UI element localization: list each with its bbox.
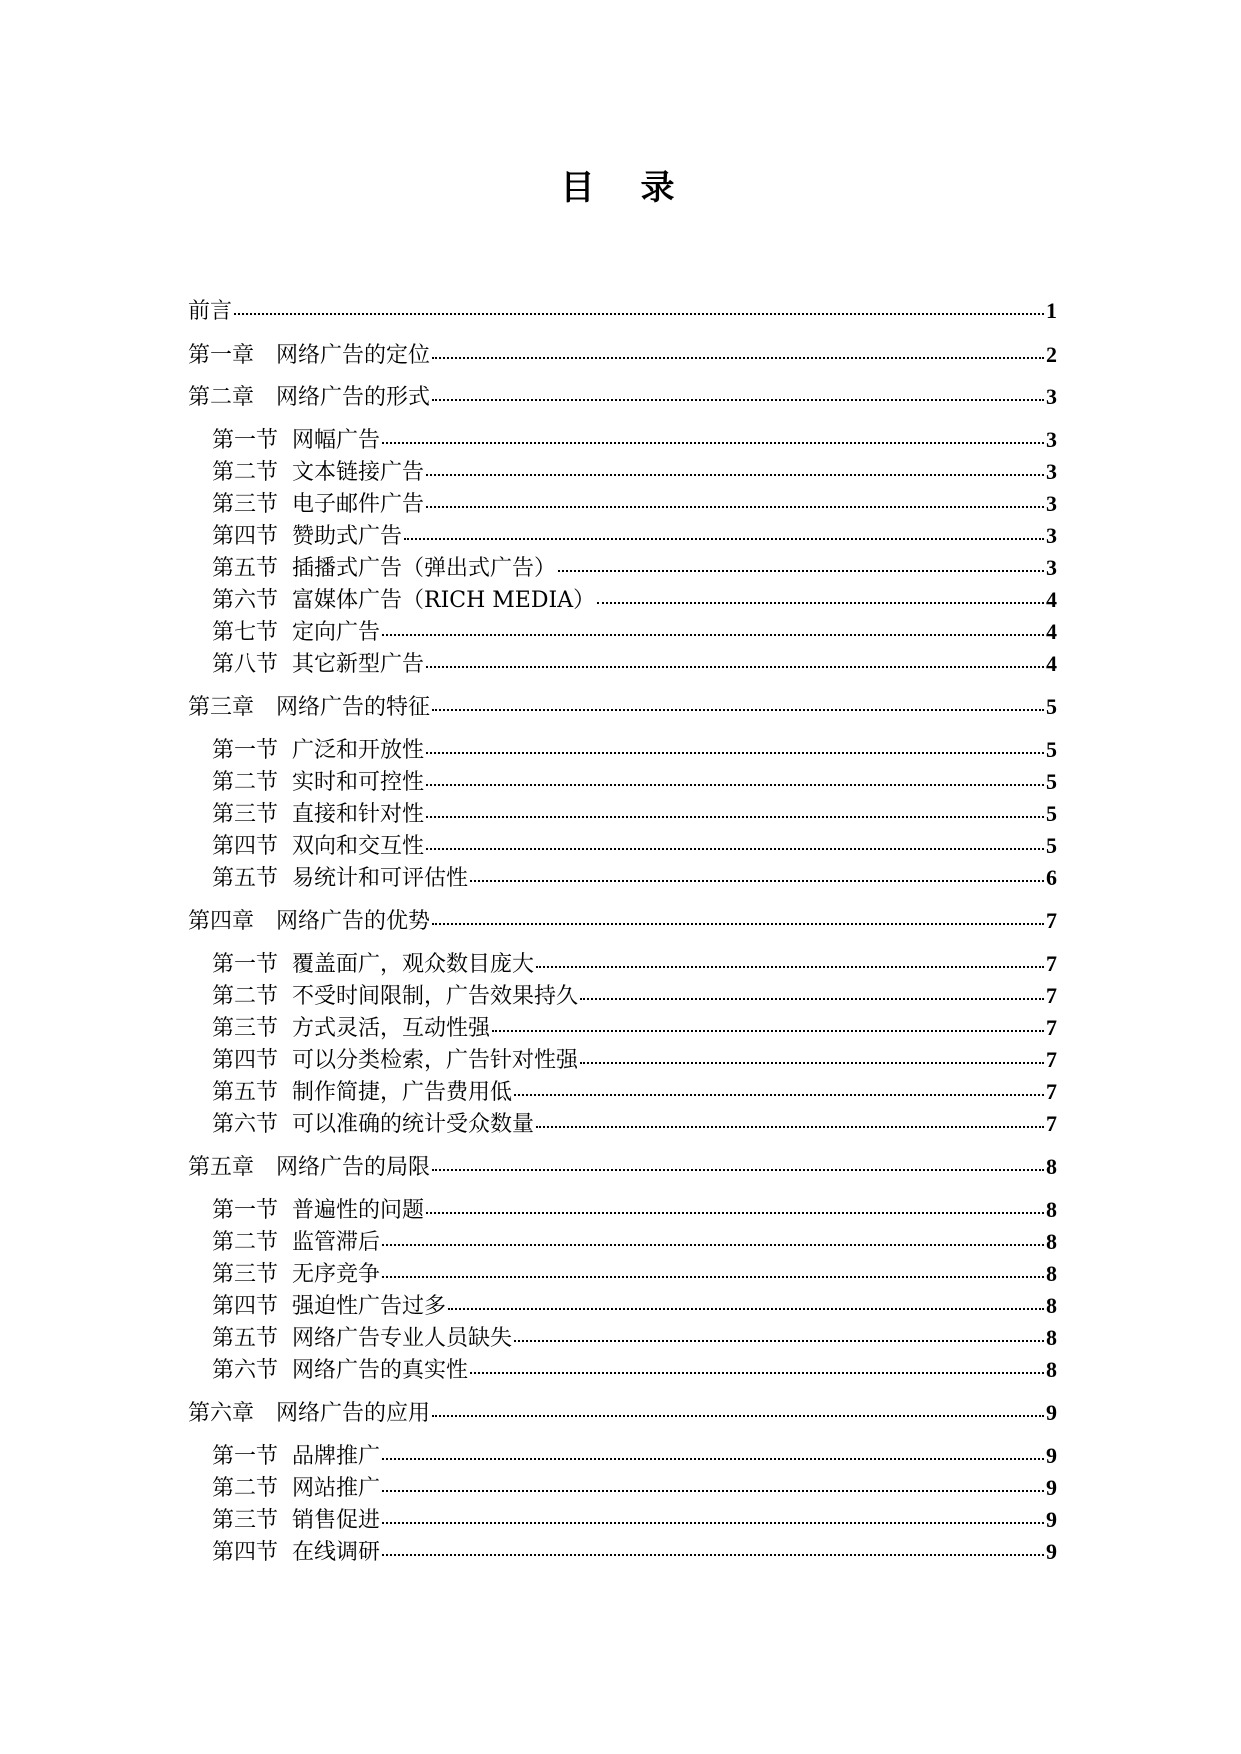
toc-entry-number: 第四节 [212, 1294, 279, 1319]
toc-entry-label [212, 800, 424, 830]
toc-section-entry[interactable] [212, 1259, 1057, 1289]
toc-entry-text: 广泛和开放性 [292, 738, 425, 763]
toc-entry-page: 3 [1046, 459, 1057, 484]
toc-entry-page: 3 [1046, 427, 1057, 452]
toc-entry-text: 网络广告的局限 [276, 1155, 431, 1180]
dot-leader [234, 293, 1044, 315]
dot-leader [404, 518, 1044, 540]
toc-entry-text: 普遍性的问题 [292, 1198, 425, 1223]
toc-entry-label [212, 1356, 468, 1386]
dot-leader [432, 1149, 1044, 1171]
toc-entry-text: 制作简捷，广告费用低 [292, 1080, 513, 1105]
dot-leader [470, 1352, 1044, 1374]
dot-leader [432, 337, 1044, 359]
toc-entry-number: 第一节 [212, 738, 279, 763]
toc-entry-page: 7 [1046, 908, 1057, 933]
toc-entry-number: 第七节 [212, 620, 279, 645]
toc-entry-number: 第一章 [188, 343, 255, 368]
dot-leader [470, 860, 1044, 882]
toc-entry-page: 5 [1046, 801, 1057, 826]
toc-entry-label [212, 490, 424, 520]
toc-entry-number: 第四节 [212, 1048, 279, 1073]
toc-entry-number: 第三章 [188, 695, 255, 720]
toc-entry-page: 8 [1046, 1154, 1057, 1179]
dot-leader [536, 946, 1044, 968]
toc-entry-number: 第二节 [212, 984, 279, 1009]
toc-chapter-entry[interactable] [188, 906, 1057, 936]
toc-entry-number: 第一节 [212, 952, 279, 977]
toc-entry-text: 网络广告的定位 [276, 343, 431, 368]
toc-section-entry[interactable] [212, 1323, 1057, 1353]
toc-entry-label [188, 1153, 430, 1183]
dot-leader [426, 796, 1044, 818]
toc-entry-text: 网站推广 [292, 1476, 381, 1501]
toc-section-entry[interactable] [212, 1537, 1057, 1567]
toc-entry-text: 网幅广告 [292, 428, 381, 453]
toc-entry-page: 4 [1046, 651, 1057, 676]
toc-entry-text: 方式灵活，互动性强 [292, 1016, 491, 1041]
toc-entry-number: 第八节 [212, 652, 279, 677]
toc-section-entry[interactable] [212, 1473, 1057, 1503]
dot-leader [426, 454, 1044, 476]
dot-leader [382, 1502, 1044, 1524]
dot-leader [382, 422, 1044, 444]
toc-chapter-entry[interactable] [188, 382, 1057, 412]
toc-entry-text: 其它新型广告 [292, 652, 425, 677]
toc-entry-text: 网络广告的应用 [276, 1401, 431, 1426]
toc-entry-page: 8 [1046, 1357, 1057, 1382]
toc-entry-number: 第五节 [212, 866, 279, 891]
dot-leader [514, 1320, 1044, 1342]
toc-section-entry[interactable] [212, 1355, 1057, 1385]
dot-leader [432, 1395, 1044, 1417]
toc-entry-text: 实时和可控性 [292, 770, 425, 795]
toc-entry-label [212, 1014, 490, 1044]
dot-leader [382, 1470, 1044, 1492]
dot-leader [426, 732, 1044, 754]
toc-entry-number: 第三节 [212, 1508, 279, 1533]
toc-entry-page: 3 [1046, 555, 1057, 580]
toc-entry-number: 第四章 [188, 909, 255, 934]
toc-entry-text: 网络广告的优势 [276, 909, 431, 934]
toc-chapter-entry[interactable] [188, 1152, 1057, 1182]
toc-entry-number: 第二节 [212, 1230, 279, 1255]
toc-entry-page: 7 [1046, 1079, 1057, 1104]
toc-entry-number: 第六节 [212, 588, 279, 613]
toc-section-entry[interactable] [212, 735, 1057, 765]
toc-section-entry[interactable] [212, 1195, 1057, 1225]
toc-entry-number: 第六节 [212, 1358, 279, 1383]
toc-entry-page: 8 [1046, 1197, 1057, 1222]
toc-entry-text: 强迫性广告过多 [292, 1294, 447, 1319]
toc-chapter-entry[interactable] [188, 340, 1057, 370]
toc-entry-page: 7 [1046, 1015, 1057, 1040]
toc-entry-label [212, 1292, 446, 1322]
toc-section-entry[interactable] [212, 949, 1057, 979]
toc-section-entry[interactable] [212, 1291, 1057, 1321]
dot-leader [426, 646, 1044, 668]
toc-entry-label [212, 1260, 380, 1290]
toc-entry-text: 覆盖面广，观众数目庞大 [292, 952, 535, 977]
toc-entry-label [212, 458, 424, 488]
toc-entry-label [212, 426, 380, 456]
toc-entry-page: 5 [1046, 694, 1057, 719]
toc-entry-page: 4 [1046, 587, 1057, 612]
toc-entry-text: 在线调研 [292, 1540, 381, 1565]
toc-entry-label [212, 1046, 578, 1076]
toc-entry-text: 赞助式广告 [292, 524, 403, 549]
toc-entry-label [188, 1399, 430, 1429]
toc-title-char-2: 录 [640, 168, 681, 208]
toc-section-entry[interactable] [212, 863, 1057, 893]
toc-entry-number: 第四节 [212, 1540, 279, 1565]
toc-entry-page: 5 [1046, 769, 1057, 794]
toc-entry-text: 无序竞争 [292, 1262, 381, 1287]
toc-title [0, 160, 1241, 209]
toc-section-entry[interactable] [212, 457, 1057, 487]
dot-leader [426, 486, 1044, 508]
toc-entry-number: 第三节 [212, 492, 279, 517]
dot-leader [558, 550, 1044, 572]
toc-entry-page: 9 [1046, 1539, 1057, 1564]
toc-entry-label [212, 554, 556, 584]
toc-entry-page: 8 [1046, 1261, 1057, 1286]
toc-entry-label [188, 383, 430, 413]
toc-section-entry[interactable] [212, 489, 1057, 519]
toc-entry-number: 第二节 [212, 1476, 279, 1501]
dot-leader [426, 1192, 1044, 1214]
toc-entry-page: 5 [1046, 737, 1057, 762]
toc-entry-page: 1 [1046, 298, 1057, 323]
toc-entry-text: 双向和交互性 [292, 834, 425, 859]
toc-entry-page: 7 [1046, 983, 1057, 1008]
toc-section-entry[interactable] [212, 1045, 1057, 1075]
toc-entry-number: 第二节 [212, 460, 279, 485]
toc-section-entry[interactable] [212, 1077, 1057, 1107]
toc-entry-label [212, 1506, 380, 1536]
toc-section-entry[interactable] [212, 1505, 1057, 1535]
dot-leader [382, 614, 1044, 636]
toc-entry-number: 第三节 [212, 1262, 279, 1287]
dot-leader [448, 1288, 1044, 1310]
toc-entry-number: 第四节 [212, 834, 279, 859]
toc-section-entry[interactable] [212, 1227, 1057, 1257]
toc-entry-text: 销售促进 [292, 1508, 381, 1533]
toc-section-entry[interactable] [212, 767, 1057, 797]
dot-leader [382, 1256, 1044, 1278]
dot-leader [580, 978, 1044, 1000]
toc-entry-text: 不受时间限制，广告效果持久 [292, 984, 579, 1009]
toc-entry-page: 8 [1046, 1293, 1057, 1318]
toc-entry-text: 定向广告 [292, 620, 381, 645]
toc-entry-number: 第六节 [212, 1112, 279, 1137]
toc-entry-page: 7 [1046, 1111, 1057, 1136]
toc-entry-text: 插播式广告（弹出式广告） [292, 556, 557, 581]
dot-leader [597, 582, 1044, 604]
toc-section-entry[interactable] [212, 585, 1057, 615]
toc-entry-text: 前言 [188, 299, 233, 324]
dot-leader [536, 1106, 1044, 1128]
toc-chapter-entry[interactable] [188, 296, 1057, 326]
toc-entry-text: 可以分类检索，广告针对性强 [292, 1048, 579, 1073]
toc-entry-number: 第五章 [188, 1155, 255, 1180]
dot-leader [382, 1224, 1044, 1246]
toc-entry-page: 3 [1046, 491, 1057, 516]
toc-entry-text: 电子邮件广告 [292, 492, 425, 517]
toc-section-entry[interactable] [212, 617, 1057, 647]
toc-entry-page: 6 [1046, 865, 1057, 890]
toc-entry-label [212, 1324, 512, 1354]
toc-section-entry[interactable] [212, 425, 1057, 455]
toc-entry-label [188, 907, 430, 937]
toc-entry-label [212, 650, 424, 680]
toc-entry-text: 品牌推广 [292, 1444, 381, 1469]
toc-entry-number: 第五节 [212, 556, 279, 581]
toc-entry-text: 监管滞后 [292, 1230, 381, 1255]
toc-entry-number: 第二章 [188, 385, 255, 410]
toc-entry-label [212, 1474, 380, 1504]
toc-entry-label [188, 341, 430, 371]
toc-entry-text: 文本链接广告 [292, 460, 425, 485]
toc-entry-label [188, 297, 232, 327]
toc-entry-text: 富媒体广告（RICH MEDIA） [292, 588, 596, 613]
toc-entry-number: 第三节 [212, 802, 279, 827]
toc-entry-label [212, 736, 424, 766]
toc-entry-number: 第六章 [188, 1401, 255, 1426]
toc-entry-page: 9 [1046, 1443, 1057, 1468]
toc-entry-label [212, 522, 402, 552]
toc-chapter-entry[interactable] [188, 692, 1057, 722]
toc-section-entry[interactable] [212, 1441, 1057, 1471]
toc-entry-label [212, 1110, 534, 1140]
toc-entry-text: 网络广告的真实性 [292, 1358, 469, 1383]
toc-section-entry[interactable] [212, 831, 1057, 861]
toc-section-entry[interactable] [212, 553, 1057, 583]
toc-section-entry[interactable] [212, 799, 1057, 829]
toc-entry-page: 7 [1046, 1047, 1057, 1072]
toc-entry-text: 网络广告的特征 [276, 695, 431, 720]
toc-entry-label [212, 586, 595, 616]
toc-entry-label [212, 864, 468, 894]
toc-section-entry[interactable] [212, 521, 1057, 551]
dot-leader [432, 903, 1044, 925]
dot-leader [426, 828, 1044, 850]
toc-entry-label [212, 1196, 424, 1226]
dot-leader [492, 1010, 1044, 1032]
toc-entry-number: 第四节 [212, 524, 279, 549]
toc-entry-page: 8 [1046, 1325, 1057, 1350]
toc-entry-number: 第一节 [212, 1198, 279, 1223]
dot-leader [382, 1534, 1044, 1556]
toc-entry-page: 2 [1046, 342, 1057, 367]
dot-leader [432, 689, 1044, 711]
toc-entry-text: 网络广告的形式 [276, 385, 431, 410]
toc-entry-label [212, 1078, 512, 1108]
dot-leader [580, 1042, 1044, 1064]
toc-entry-text: 可以准确的统计受众数量 [292, 1112, 535, 1137]
toc-entry-page: 8 [1046, 1229, 1057, 1254]
toc-entry-page: 3 [1046, 384, 1057, 409]
toc-entry-label [212, 1538, 380, 1568]
toc-entry-page: 7 [1046, 951, 1057, 976]
toc-entry-page: 9 [1046, 1400, 1057, 1425]
toc-title-char-1: 目 [560, 168, 601, 208]
toc-entry-label [212, 768, 424, 798]
toc-entry-page: 9 [1046, 1475, 1057, 1500]
toc-entry-page: 4 [1046, 619, 1057, 644]
toc-entry-number: 第五节 [212, 1326, 279, 1351]
toc-entry-page: 9 [1046, 1507, 1057, 1532]
toc-section-entry[interactable] [212, 981, 1057, 1011]
toc-entry-label [212, 950, 534, 980]
toc-entry-number: 第二节 [212, 770, 279, 795]
toc-section-entry[interactable] [212, 1013, 1057, 1043]
toc-entry-label [212, 1442, 380, 1472]
toc-entry-number: 第五节 [212, 1080, 279, 1105]
toc-entry-text: 直接和针对性 [292, 802, 425, 827]
dot-leader [514, 1074, 1044, 1096]
toc-entry-label [212, 982, 578, 1012]
toc-chapter-entry[interactable] [188, 1398, 1057, 1428]
toc-section-entry[interactable] [212, 1109, 1057, 1139]
toc-section-entry[interactable] [212, 649, 1057, 679]
toc-entry-label [212, 618, 380, 648]
toc-entry-text: 网络广告专业人员缺失 [292, 1326, 513, 1351]
toc-entry-label [212, 832, 424, 862]
toc-entry-label [212, 1228, 380, 1258]
toc-entry-number: 第一节 [212, 1444, 279, 1469]
toc-entry-number: 第三节 [212, 1016, 279, 1041]
dot-leader [382, 1438, 1044, 1460]
dot-leader [432, 379, 1044, 401]
toc-entry-page: 5 [1046, 833, 1057, 858]
toc-entry-label [188, 693, 430, 723]
toc-entry-page: 3 [1046, 523, 1057, 548]
toc-entry-number: 第一节 [212, 428, 279, 453]
dot-leader [426, 764, 1044, 786]
toc-entry-text: 易统计和可评估性 [292, 866, 469, 891]
